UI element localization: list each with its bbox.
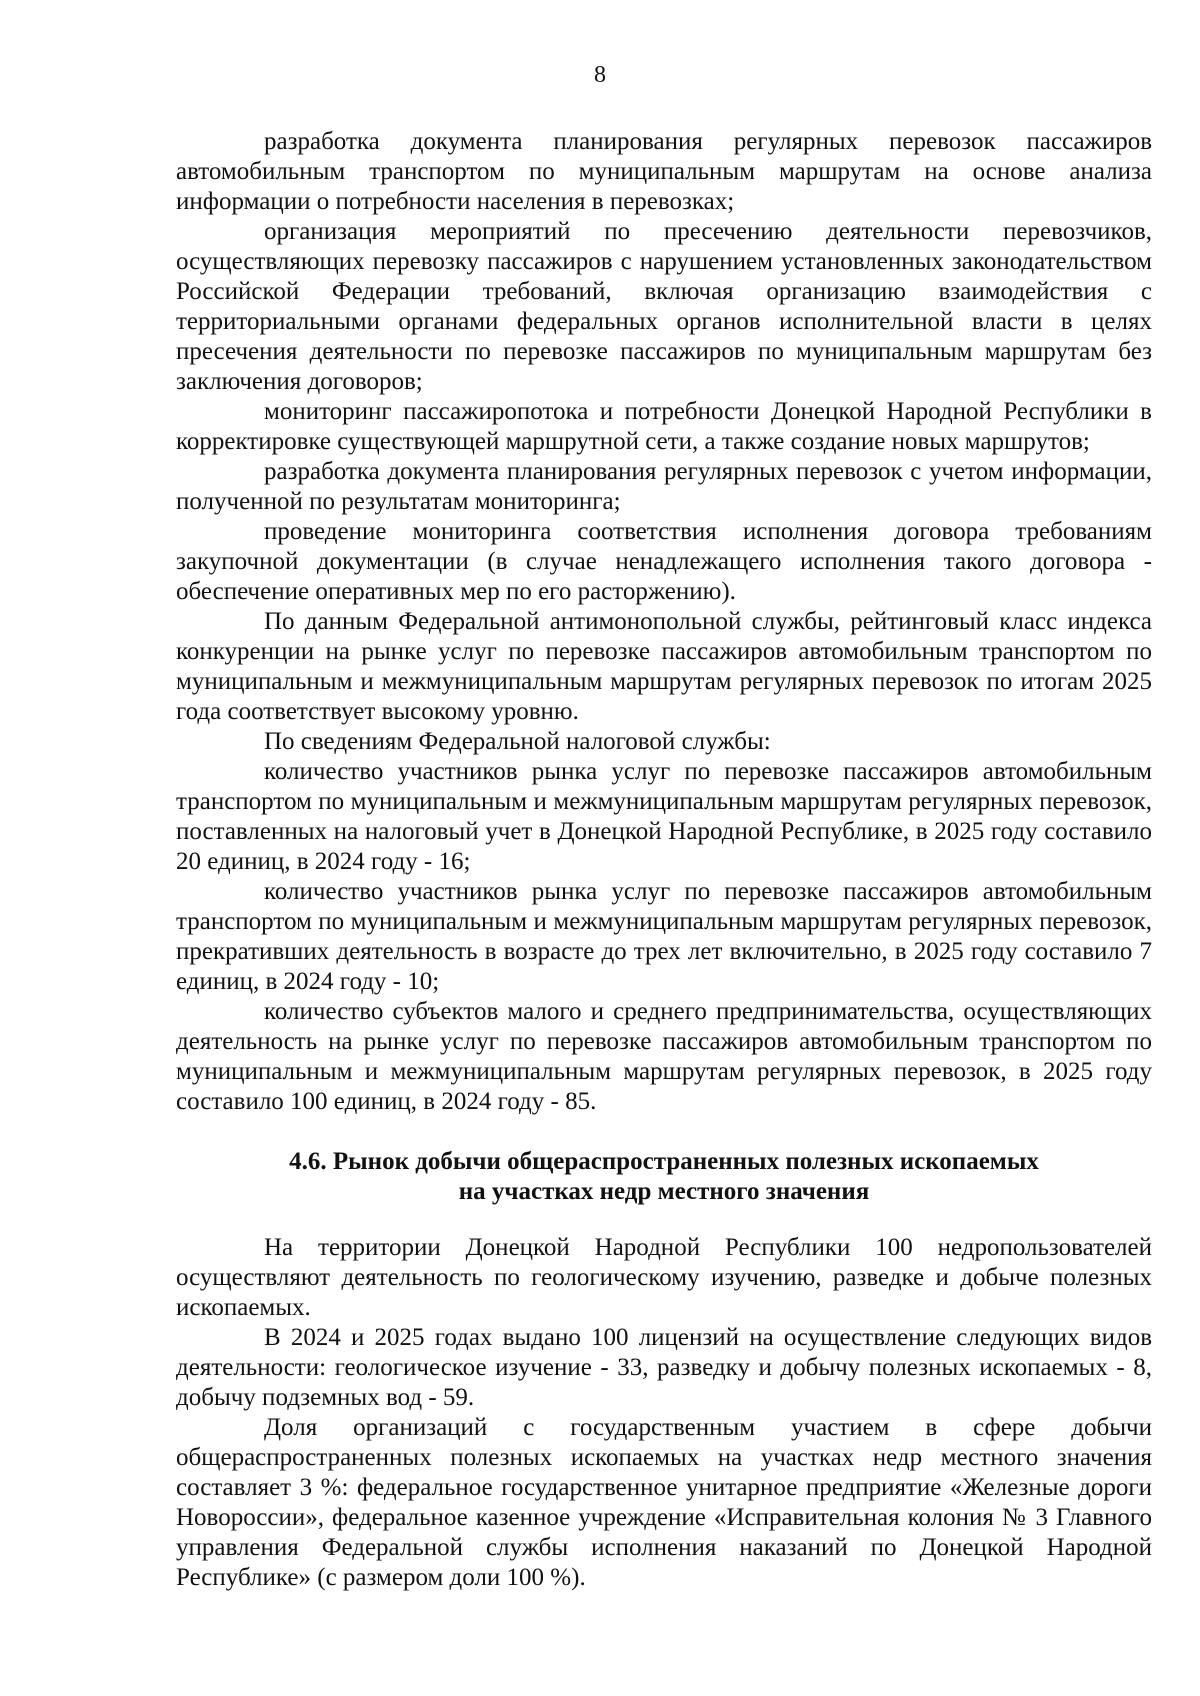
section-heading-line-2: на участках недр местного значения <box>458 1178 870 1205</box>
page-number: 8 <box>594 62 606 88</box>
paragraph-sme-count: количество субъектов малого и среднего предпринимательства, осуществляющих деятельность на рынке услуг по перевозке пассажиров автомобильным транспортом по муниципальным и межмуниципальным маршрутам регулярных перевозок, в 2025 году составило 100 единиц, в 2024 году - 85. <box>176 998 1152 1115</box>
paragraph-contract-monitoring: проведение мониторинга соответствия исполнения договора требованиям закупочной документации (в случае ненадлежащего исполнения такого договора - обеспечение оперативных мер по его расторжению). <box>176 518 1152 605</box>
page-body <box>176 127 1152 1593</box>
paragraph-licenses-issued: В 2024 и 2025 годах выдано 100 лицензий на осуществление следующих видов деятельности: геологическое изучение - 33, разведку и добычу полезных ископаемых - 8, добычу подземных вод - 59. <box>176 1324 1152 1411</box>
section-heading <box>176 1147 1152 1207</box>
section-heading-line-1: 4.6. Рынок добычи общераспространенных полезных ископаемых <box>289 1148 1039 1175</box>
paragraph-planning-with-monitoring: разработка документа планирования регулярных перевозок с учетом информации, полученной по результатам мониторинга; <box>176 458 1152 515</box>
paragraph-passenger-flow-monitoring: мониторинг пассажиропотока и потребности Донецкой Народной Республики в корректировке существующей маршрутной сети, а также создание новых маршрутов; <box>176 398 1152 455</box>
paragraph-registered-participants: количество участников рынка услуг по перевозке пассажиров автомобильным транспортом по муниципальным и межмуниципальным маршрутам регулярных перевозок, поставленных на налоговый учет в Донецкой Народной Республике, в 2025 году составило 20 единиц, в 2024 году - 16; <box>176 758 1152 875</box>
paragraph-planning-document: разработка документа планирования регулярных перевозок пассажиров автомобильным транспортом по муниципальным маршрутам на основе анализа информации о потребности населения в перевозках; <box>176 128 1152 215</box>
paragraph-terminated-participants: количество участников рынка услуг по перевозке пассажиров автомобильным транспортом по муниципальным и межмуниципальным маршрутам регулярных перевозок, прекративших деятельность в возрасте до трех лет включительно, в 2025 году составило 7 единиц, в 2024 году - 10; <box>176 878 1152 995</box>
paragraph-fas-rating: По данным Федеральной антимонопольной службы, рейтинговый класс индекса конкуренции на рынке услуг по перевозке пассажиров автомобильным транспортом по муниципальным и межмуниципальным маршрутам регулярных перевозок по итогам 2025 года соответствует высокому уровню. <box>176 608 1152 725</box>
paragraph-tax-service-intro: По сведениям Федеральной налоговой службы: <box>264 728 771 755</box>
paragraph-state-participation: Доля организаций с государственным участием в сфере добычи общераспространенных полезных ископаемых на участках недр местного значения составляет 3 %: федеральное государственное унитарное предприятие «Железные дороги Новороссии», федеральное казенное учреждение «Исправительная колония № 3 Главного управления Федеральной службы исполнения наказаний по Донецкой Народной Республике» (с размером доли 100 %). <box>176 1414 1152 1591</box>
paragraph-subsoil-users: На территории Донецкой Народной Республики 100 недропользователей осуществляют деятельность по геологическому изучению, разведке и добыче полезных ископаемых. <box>176 1234 1152 1321</box>
paragraph-suppression-measures: организация мероприятий по пресечению деятельности перевозчиков, осуществляющих перевозку пассажиров с нарушением установленных законодательством Российской Федерации требований, включая организацию взаимодействия с территориальными органами федеральных органов исполнительной власти в целях пресечения деятельности по перевозке пассажиров по муниципальным маршрутам без заключения договоров; <box>176 218 1152 395</box>
